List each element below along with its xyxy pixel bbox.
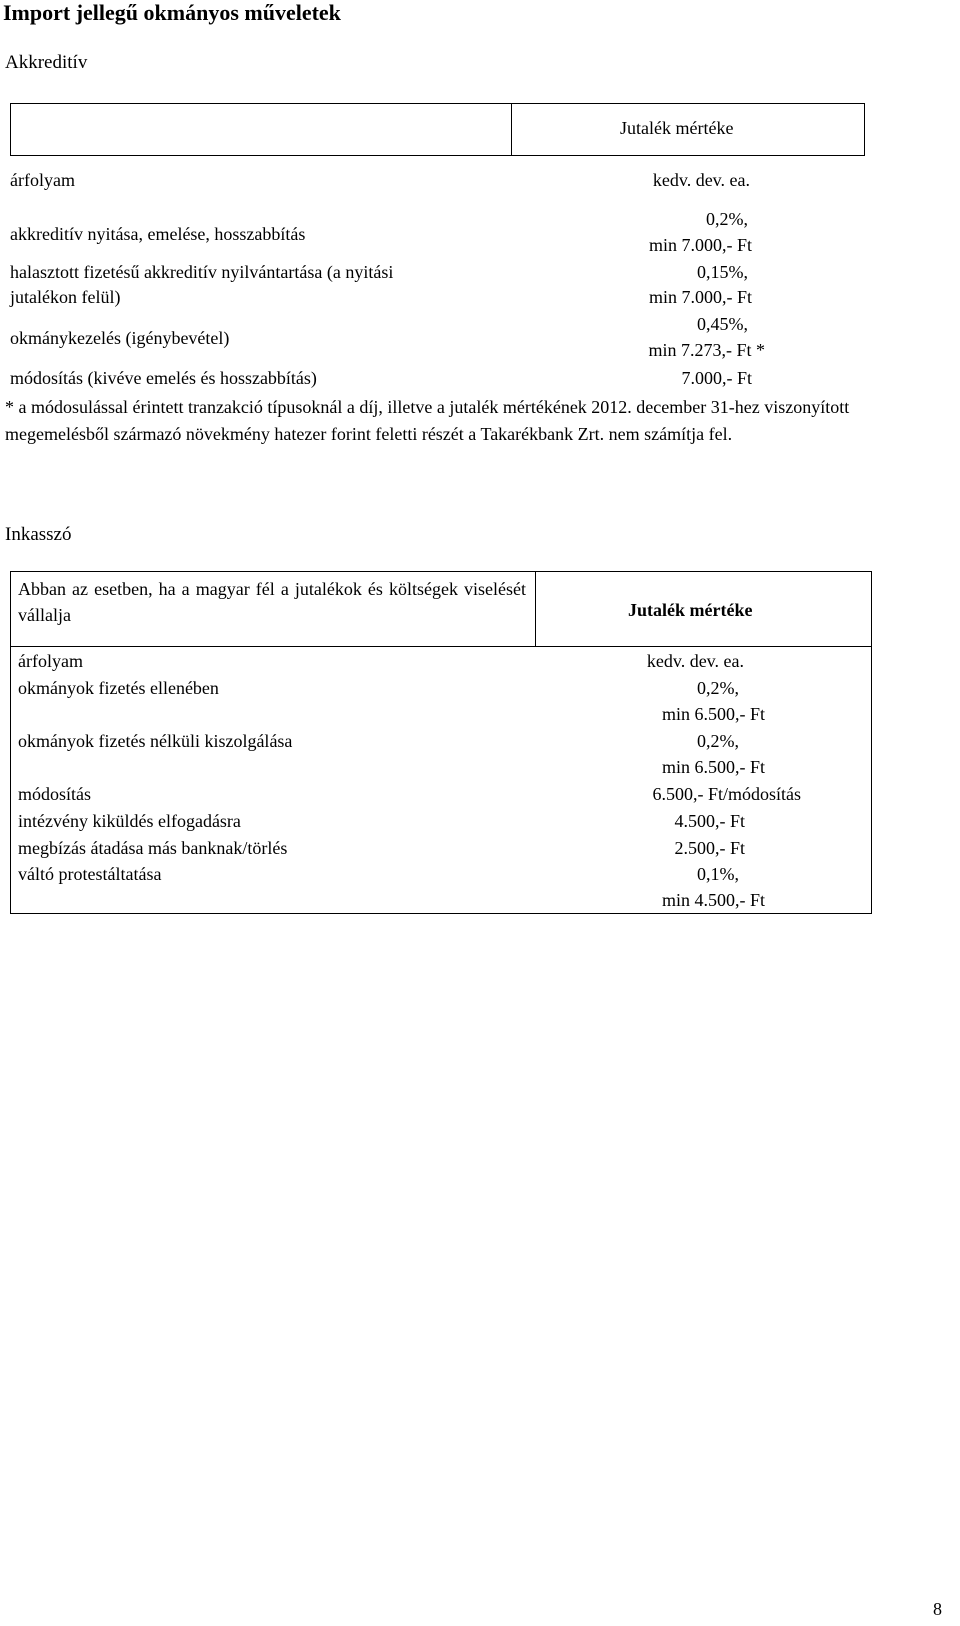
intro-text: Abban az esetben, ha a magyar fél a jutalékok és költségek viselését vállalja xyxy=(18,579,526,625)
row-value-min: min 7.000,- Ft xyxy=(648,235,752,255)
table-column-divider xyxy=(535,572,536,646)
commission-header: Jutalék mértéke xyxy=(628,600,753,620)
inkasszo-table xyxy=(10,571,872,914)
table-right-border xyxy=(864,103,865,155)
row-value-min: min 7.273,- Ft * xyxy=(648,340,765,360)
page-number: 8 xyxy=(933,1599,942,1619)
rate-label: árfolyam xyxy=(10,170,75,190)
row-value-min: min 7.000,- Ft xyxy=(648,287,752,307)
row-value: 0,1%, xyxy=(697,864,739,884)
row-value: 0,45%, xyxy=(697,314,748,334)
footnote: * a módosulással érintett tranzakció típusoknál a díj, illetve a jutalék mértékének 2012. december 31-hez viszonyított megemelésből származó növekmény hatezer forint feletti részét a Takarékbank Zrt. nem számítja fel. xyxy=(5,397,850,444)
row-label-continued: jutalékon felül) xyxy=(10,287,121,307)
section-title-inkasszo: Inkasszó xyxy=(5,524,72,545)
row-label: akkreditív nyitása, emelése, hosszabbítás xyxy=(10,224,306,244)
row-value: 2.500,- Ft xyxy=(674,838,745,858)
row-value: 0,2%, xyxy=(697,731,739,751)
row-label: halasztott fizetésű akkreditív nyilvántartása (a nyitási xyxy=(10,262,394,282)
table-header-bottom-border xyxy=(10,155,865,156)
row-value-min: min 6.500,- Ft xyxy=(661,757,765,777)
page-title: Import jellegű okmányos műveletek xyxy=(3,0,341,25)
row-label: okmányok fizetés nélküli kiszolgálása xyxy=(18,731,293,751)
rate-value: kedv. dev. ea. xyxy=(646,651,744,671)
table-top-border xyxy=(10,103,865,104)
row-value: 4.500,- Ft xyxy=(674,811,745,831)
table-column-divider xyxy=(511,103,512,155)
row-value: 7.000,- Ft xyxy=(681,368,752,388)
row-value: 6.500,- Ft/módosítás xyxy=(652,784,801,804)
row-label: okmánykezelés (igénybevétel) xyxy=(10,328,230,348)
row-label: intézvény kiküldés elfogadásra xyxy=(18,811,241,831)
row-value: 0,2%, xyxy=(697,678,739,698)
table-left-border xyxy=(10,103,11,155)
row-label: módosítás (kivéve emelés és hosszabbítás) xyxy=(10,368,317,388)
row-value-min: min 6.500,- Ft xyxy=(661,704,765,724)
row-label: módosítás xyxy=(18,784,92,804)
row-value: 0,2%, xyxy=(706,209,748,229)
row-label: megbízás átadása más banknak/törlés xyxy=(18,838,288,858)
row-label: okmányok fizetés ellenében xyxy=(18,678,219,698)
row-value-min: min 4.500,- Ft xyxy=(661,890,765,910)
row-value: 0,15%, xyxy=(697,262,748,282)
commission-header: Jutalék mértéke xyxy=(620,118,734,138)
table-header-bottom-border xyxy=(11,646,871,647)
row-label: váltó protestáltatása xyxy=(18,864,162,884)
rate-label: árfolyam xyxy=(18,651,83,671)
rate-value: kedv. dev. ea. xyxy=(652,170,750,190)
section-title-akkreditiv: Akkreditív xyxy=(5,52,88,73)
